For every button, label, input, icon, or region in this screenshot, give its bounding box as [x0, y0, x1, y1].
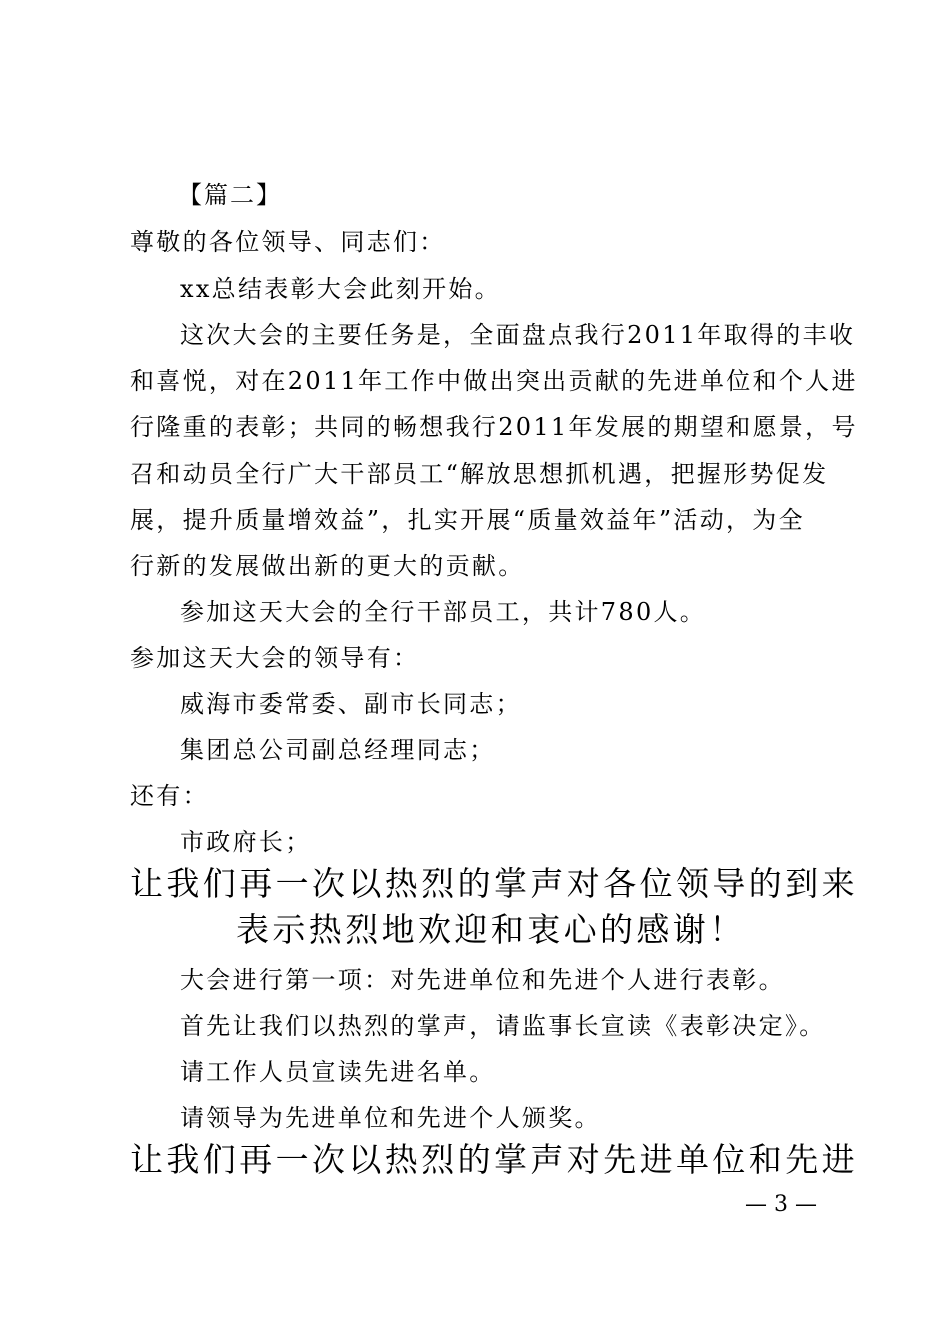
task-paragraph-line: 展，提升质量增效益”，扎实开展“质量效益年”活动，为全	[130, 506, 805, 534]
leader-item: 威海市委常委、副市长同志；	[180, 690, 522, 718]
agenda-step: 请工作人员宣读先进名单。	[180, 1058, 496, 1086]
attendance-line: 参加这天大会的全行干部员工，共计780人。	[180, 598, 707, 626]
applause-winners-line: 让我们再一次以热烈的掌声对先进单位和先进	[130, 1140, 858, 1179]
section-title: 【篇二】	[178, 181, 282, 209]
agenda-step: 请领导为先进单位和先进个人颁奖。	[180, 1104, 601, 1132]
task-paragraph-line: 行隆重的表彰；共同的畅想我行2011年发展的期望和愿景，号	[130, 413, 858, 441]
leaders-intro: 参加这天大会的领导有：	[130, 644, 420, 672]
agenda-step: 首先让我们以热烈的掌声，请监事长宣读《表彰决定》。	[180, 1012, 826, 1040]
agenda-item: 大会进行第一项：对先进单位和先进个人进行表彰。	[180, 966, 785, 994]
page-number: — 3 —	[745, 1192, 817, 1217]
opening-line: xx总结表彰大会此刻开始。	[180, 275, 501, 303]
leader-item: 集团总公司副总经理同志；	[180, 736, 496, 764]
task-paragraph-line: 这次大会的主要任务是，全面盘点我行2011年取得的丰收	[180, 321, 856, 349]
greeting: 尊敬的各位领导、同志们：	[130, 228, 446, 256]
also-line: 还有：	[130, 782, 209, 810]
task-paragraph-line: 召和动员全行广大干部员工“解放思想抓机遇，把握形势促发	[130, 460, 829, 488]
leader-item: 市政府长；	[180, 828, 312, 856]
task-paragraph-line: 和喜悦，对在2011年工作中做出突出贡献的先进单位和个人进	[130, 367, 858, 395]
applause-welcome-line: 让我们再一次以热烈的掌声对各位领导的到来	[130, 864, 858, 903]
applause-welcome-line: 表示热烈地欢迎和衷心的感谢！	[236, 910, 746, 949]
task-paragraph-line: 行新的发展做出新的更大的贡献。	[130, 552, 525, 580]
